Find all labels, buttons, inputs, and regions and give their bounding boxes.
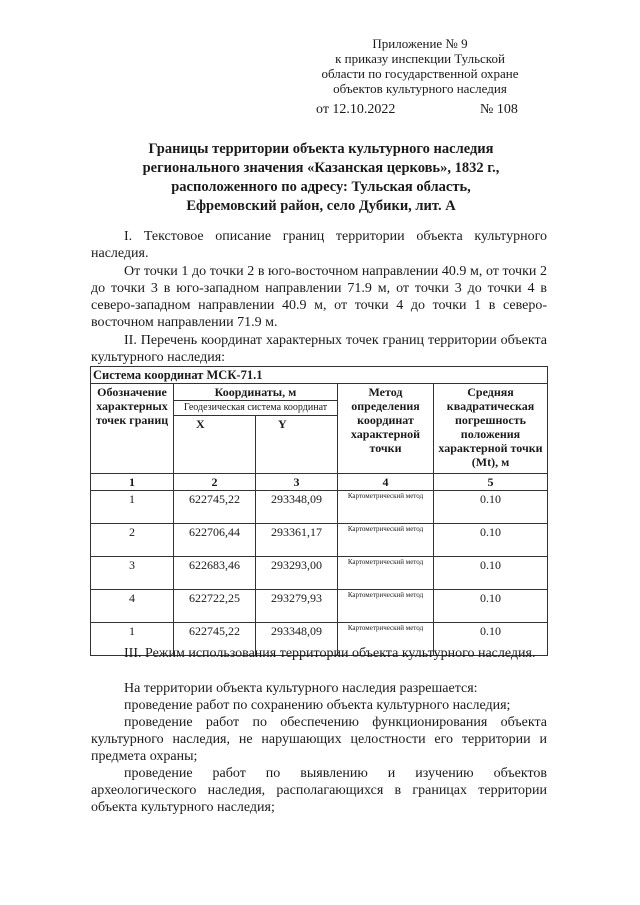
cell-method: Картометрический метод bbox=[338, 623, 434, 656]
section2-heading: II. Перечень координат характерных точек границ территории объекта культурного наследия: bbox=[91, 333, 547, 365]
cell-x: 622722,25 bbox=[174, 590, 256, 623]
header-error: Средняя квадратическая погрешность положения характерной точки (Mt), м bbox=[434, 384, 548, 474]
order-date: от 12.10.2022 bbox=[316, 102, 396, 117]
table-row bbox=[91, 524, 548, 557]
section3-item: проведение работ по обеспечению функционирования объекта культурного наследия, не нарушающих целостности его территории и предмета охраны; bbox=[91, 715, 547, 764]
appendix-line: области по государственной охране bbox=[321, 66, 519, 81]
cell-point: 3 bbox=[91, 557, 174, 590]
column-index: 1 bbox=[91, 474, 174, 491]
cell-method: Картометрический метод bbox=[338, 590, 434, 623]
coordinate-system: Система координат МСК-71.1 bbox=[91, 367, 548, 384]
appendix-line: объектов культурного наследия bbox=[333, 81, 507, 96]
section1-heading: I. Текстовое описание границ территории объекта культурного наследия. bbox=[91, 229, 547, 261]
section3-intro: На территории объекта культурного наследия разрешается: bbox=[124, 681, 478, 696]
column-index: 4 bbox=[338, 474, 434, 491]
column-index: 2 bbox=[174, 474, 256, 491]
cell-x: 622745,22 bbox=[174, 491, 256, 524]
header-point: Обозначение характерных точек границ bbox=[91, 384, 174, 474]
document-title bbox=[96, 140, 546, 216]
cell-y: 293361,17 bbox=[256, 524, 338, 557]
cell-error: 0.10 bbox=[434, 623, 548, 656]
cell-y: 293293,00 bbox=[256, 557, 338, 590]
title-line: расположенного по адресу: Тульская область, bbox=[171, 179, 471, 195]
header-coordinates: Координаты, м bbox=[174, 384, 338, 401]
cell-x: 622745,22 bbox=[174, 623, 256, 656]
title-line: Границы территории объекта культурного наследия bbox=[148, 141, 494, 157]
appendix-line: к приказу инспекции Тульской bbox=[335, 51, 505, 66]
cell-method: Картометрический метод bbox=[338, 491, 434, 524]
cell-method: Картометрический метод bbox=[338, 524, 434, 557]
cell-x: 622683,46 bbox=[174, 557, 256, 590]
cell-x: 622706,44 bbox=[174, 524, 256, 557]
table-row bbox=[91, 590, 548, 623]
cell-error: 0.10 bbox=[434, 491, 548, 524]
section3-heading: III. Режим использования территории объекта культурного наследия. bbox=[124, 646, 536, 661]
table-row bbox=[91, 491, 548, 524]
title-line: регионального значения «Казанская церковь», 1832 г., bbox=[142, 160, 500, 176]
section1-text: От точки 1 до точки 2 в юго-восточном направлении 40.9 м, от точки 2 до точки 3 в юго-западном направлении 71.9 м, от точки 3 до точки 4 в северо-западном направлении 40.9 м, от точки 4 до точки 1 в северо-восточном направлении 71.9 м. bbox=[91, 264, 547, 330]
table-row bbox=[91, 557, 548, 590]
cell-error: 0.10 bbox=[434, 524, 548, 557]
header-geodetic-system: Геодезическая система координат bbox=[174, 401, 338, 416]
cell-point: 2 bbox=[91, 524, 174, 557]
cell-error: 0.10 bbox=[434, 557, 548, 590]
column-index: 5 bbox=[434, 474, 548, 491]
cell-y: 293348,09 bbox=[256, 491, 338, 524]
order-date-number bbox=[300, 100, 540, 120]
appendix-line: Приложение № 9 bbox=[372, 36, 468, 51]
cell-point: 4 bbox=[91, 590, 174, 623]
header-method: Метод определения координат характерной точки bbox=[338, 384, 434, 474]
cell-y: 293348,09 bbox=[256, 623, 338, 656]
section3-item: проведение работ по выявлению и изучению объектов археологического наследия, располагающихся в границах территории объекта культурного наследия; bbox=[91, 766, 547, 815]
cell-error: 0.10 bbox=[434, 590, 548, 623]
cell-y: 293279,93 bbox=[256, 590, 338, 623]
cell-point: 1 bbox=[91, 623, 174, 656]
title-line: Ефремовский район, село Дубики, лит. А bbox=[186, 198, 456, 214]
header-y: Y bbox=[256, 416, 338, 474]
column-index: 3 bbox=[256, 474, 338, 491]
appendix-header bbox=[300, 36, 540, 120]
cell-point: 1 bbox=[91, 491, 174, 524]
header-x: X bbox=[174, 416, 256, 474]
order-number: № 108 bbox=[480, 102, 518, 117]
cell-method: Картометрический метод bbox=[338, 557, 434, 590]
section3-item: проведение работ по сохранению объекта культурного наследия; bbox=[124, 698, 511, 713]
coordinates-table bbox=[90, 366, 547, 656]
